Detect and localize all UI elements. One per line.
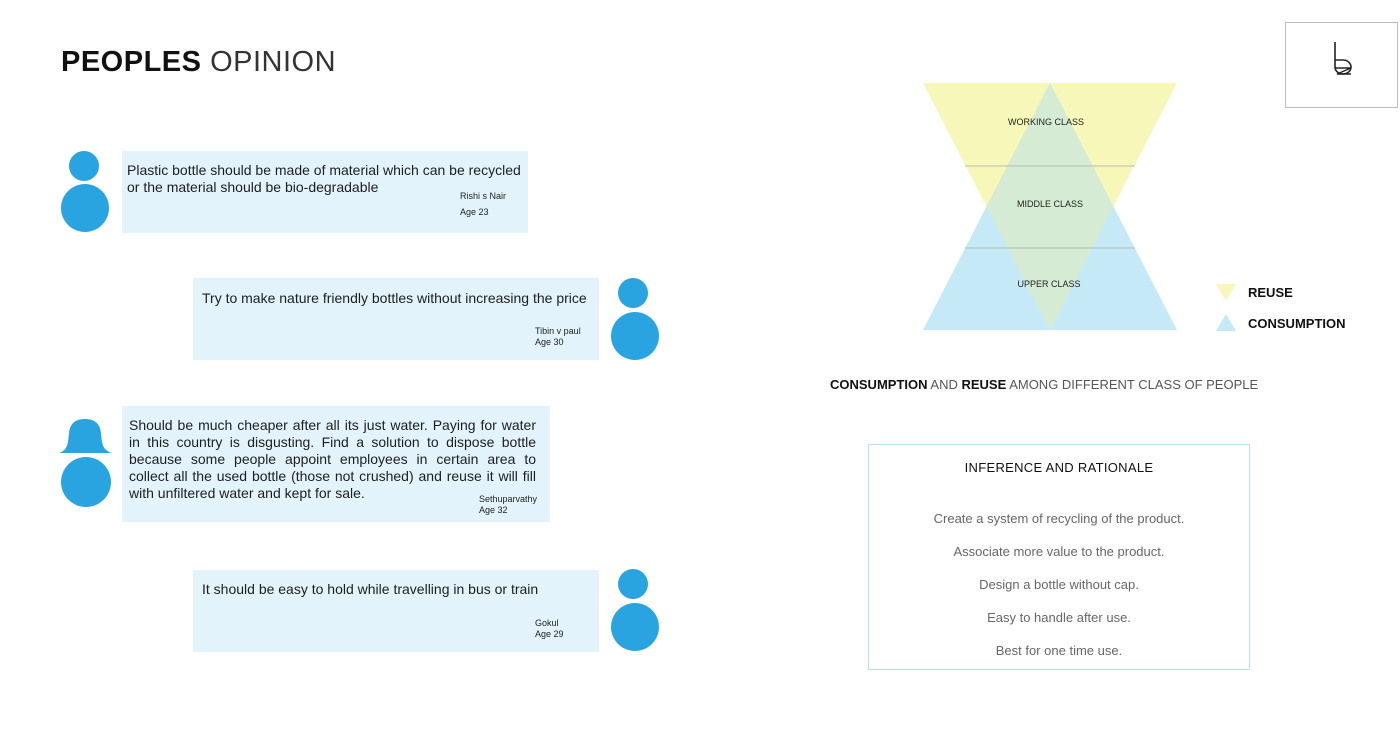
female-avatar-icon [56, 417, 116, 509]
opinion-name: Gokul [535, 618, 559, 628]
legend-label: REUSE [1248, 284, 1293, 300]
level-label-working: WORKING CLASS [1007, 117, 1085, 127]
male-avatar-icon [609, 568, 661, 654]
opinion-quote: Plastic bottle should be made of material which can be recycled or the material should be bio-degradable [127, 162, 521, 195]
opinion-bubble [122, 151, 528, 233]
inference-heading: INFERENCE AND RATIONALE [964, 460, 1154, 475]
opinion-age: Age 29 [535, 629, 564, 639]
inference-item: Design a bottle without cap. [979, 577, 1139, 592]
page-title [61, 46, 336, 79]
opinion-age: Age 30 [535, 337, 564, 347]
legend-item-reuse [1216, 283, 1293, 301]
opinion-name: Rishi s Nair [460, 191, 507, 201]
logo [1285, 22, 1398, 108]
opinion-name: Sethuparvathy [479, 494, 538, 504]
chart-caption [830, 377, 1258, 392]
caption-mid: AND [930, 377, 958, 392]
opinion-quote: Try to make nature friendly bottles without increasing the price [202, 290, 587, 306]
inference-item: Associate more value to the product. [953, 544, 1165, 559]
triangle-icon [1216, 314, 1236, 332]
inverted-triangle-icon [1216, 283, 1236, 301]
opinion-quote: It should be easy to hold while travelling in bus or train [202, 581, 539, 597]
male-avatar-icon [60, 150, 110, 234]
legend-label: CONSUMPTION [1248, 315, 1346, 331]
opinion-bubble [122, 406, 550, 522]
inference-item: Best for one time use. [995, 643, 1123, 658]
caption-rest: AMONG DIFFERENT CLASS OF PEOPLE [1009, 377, 1259, 392]
inference-box [868, 444, 1250, 670]
inference-item: Easy to handle after use. [987, 610, 1131, 625]
caption-bold-2: REUSE [961, 377, 1007, 392]
opinion-name: Tibin v paul [535, 326, 581, 336]
caption-bold-1: CONSUMPTION [830, 377, 928, 392]
opinion-age: Age 23 [460, 207, 489, 217]
title-light: OPINION [210, 46, 337, 78]
opinion-bubble [193, 570, 599, 652]
level-label-upper: UPPER CLASS [1017, 279, 1081, 289]
opinion-quote: Should be much cheaper after all its just water. Paying for water in this country is disgusting. Find a solution to dispose bottle because some people appoint employees in certain area to collect all the used bottle (those not crushed) and reuse it will fill with unfiltered water and kept for sale. [129, 417, 536, 501]
legend-item-consumption [1216, 314, 1346, 332]
title-bold: PEOPLES [61, 46, 202, 78]
class-triangle-diagram [915, 78, 1185, 338]
male-avatar-icon [609, 277, 661, 361]
opinion-bubble [193, 278, 599, 360]
level-label-middle: MIDDLE CLASS [1016, 199, 1084, 209]
inference-item: Create a system of recycling of the product. [933, 511, 1185, 526]
opinion-age: Age 32 [479, 505, 508, 515]
logo-mark-icon [1286, 23, 1399, 109]
